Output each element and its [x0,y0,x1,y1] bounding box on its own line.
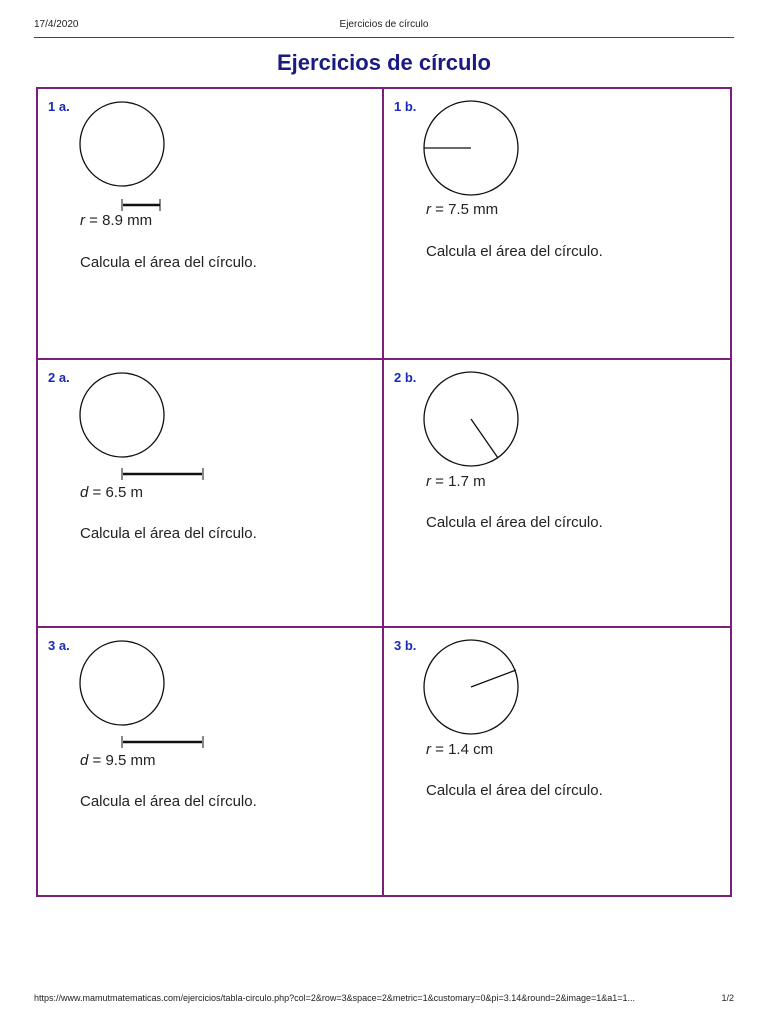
problem-cell-2a [38,358,384,627]
footer-url: https://www.mamutmatematicas.com/ejercicios/tabla-circulo.php?col=2&row=3&space=2&metric=1&customary=0&pi=3.14&round=2&image=1&a1=1... [34,993,636,1003]
problem-label: 1 a. [48,99,70,114]
measurement [426,201,498,218]
measurement [80,752,155,769]
problem-cell-1a [38,89,384,358]
instruction-text: Calcula el área del círculo. [426,513,603,531]
radius-line [471,419,498,458]
footer-page-number: 1/2 [721,993,734,1003]
problem-label: 3 a. [48,638,70,654]
measurement [80,484,143,501]
measurement-value: = 1.7 m [431,472,486,490]
radius-line [471,670,516,687]
measurement-value: = 7.5 mm [431,201,499,218]
circle-figure [76,97,176,217]
circle-figure [422,636,522,759]
measurement-variable: d [80,752,89,770]
circle-shape [80,641,164,725]
circle-figure [76,636,216,756]
problem-cell-3b [384,626,730,895]
instruction-text: Calcula el área del círculo. [80,793,257,811]
problem-label: 2 a. [48,369,70,385]
measurement-value: = 9.5 mm [88,752,156,770]
measurement-variable: r [80,212,85,229]
problem-cell-1b [384,89,730,358]
measurement [426,473,486,490]
header-divider [34,37,734,38]
circle-shape [80,373,164,457]
measurement-variable: d [80,483,89,501]
measurement-variable: r [426,201,431,218]
header-title: Ejercicios de círculo [339,19,429,30]
problem-label: 2 b. [394,369,417,385]
measurement [80,212,152,229]
measurement-value: = 1.4 cm [431,741,494,759]
page-title: Ejercicios de círculo [277,50,491,75]
problem-label: 1 b. [394,99,417,114]
problem-label: 3 b. [394,638,417,654]
measurement-value: = 6.5 m [88,483,143,501]
measurement [426,741,493,758]
circle-figure [422,368,522,488]
problem-cell-3a [38,626,384,895]
instruction-text: Calcula el área del círculo. [426,782,603,800]
measurement-value: = 8.9 mm [85,212,153,229]
circle-shape [80,102,164,186]
problem-cell-2b [384,358,730,627]
instruction-text: Calcula el área del círculo. [80,254,257,271]
header-date: 17/4/2020 [34,19,79,30]
measurement-variable: r [426,472,431,490]
measurement-variable: r [426,741,431,759]
instruction-text: Calcula el área del círculo. [426,243,603,260]
exercise-grid [36,87,732,897]
instruction-text: Calcula el área del círculo. [80,524,257,542]
circle-figure [76,368,216,488]
circle-figure [422,97,522,217]
